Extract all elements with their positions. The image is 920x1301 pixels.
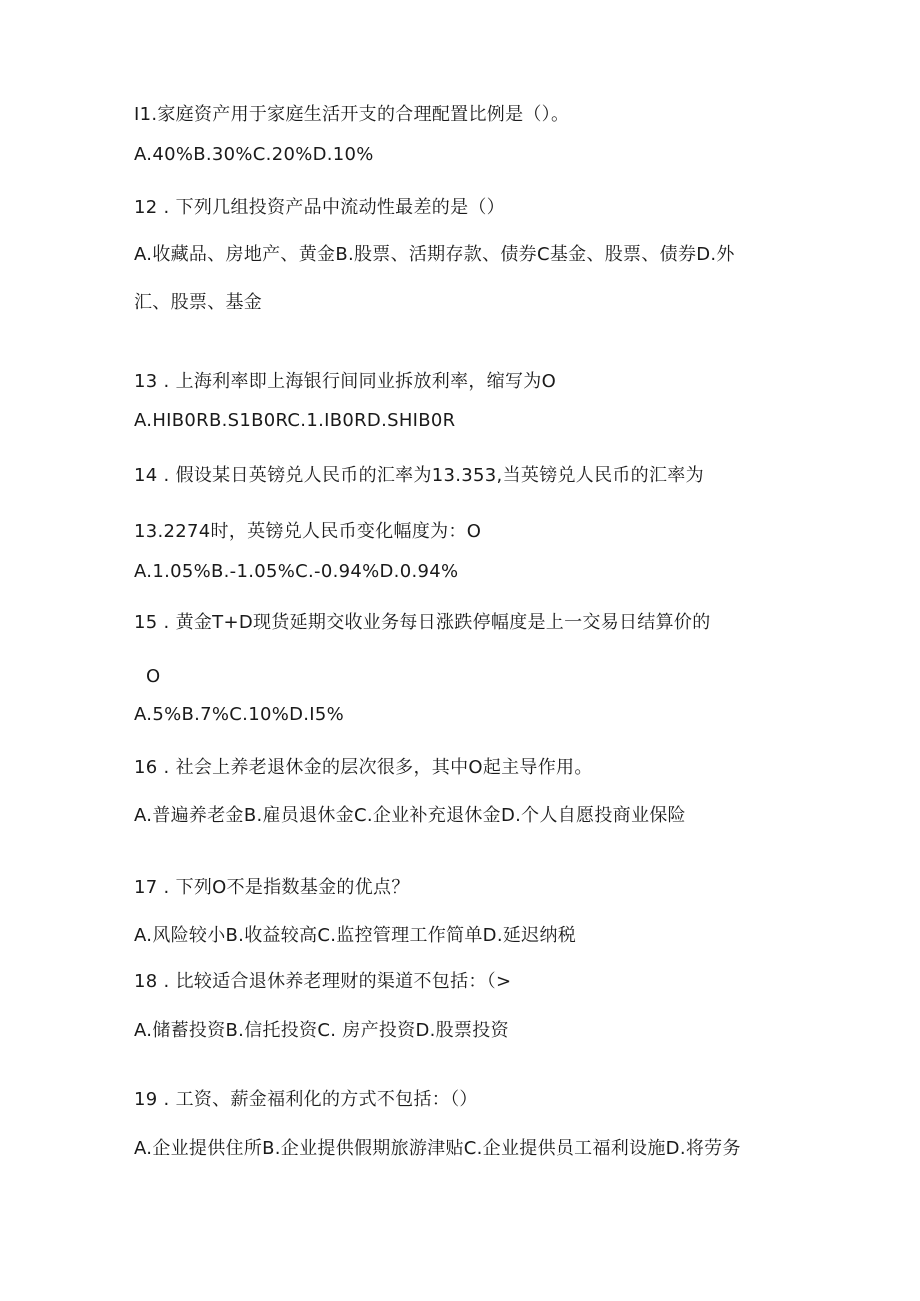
question-17-text: 17 . 下列O不是指数基金的优点？ — [134, 877, 410, 898]
question-14-options: A.1.05%B.-1.05%C.-0.94%D.0.94% — [134, 561, 459, 582]
question-13-options: A.HIB0RB.S1B0RC.1.IB0RD.SHIB0R — [134, 410, 456, 431]
question-16-options: A.普遍养老金B.雇员退休金C.企业补充退休金D.个人自愿投商业保险 — [134, 805, 686, 826]
question-11-text: I1.家庭资产用于家庭生活开支的合理配置比例是（）。 — [134, 104, 570, 125]
question-17-options: A.风险较小B.收益较高C.监控管理工作简单D.延迟纳税 — [134, 925, 577, 946]
question-19-options: A.企业提供住所B.企业提供假期旅游津贴C.企业提供员工福利设施D.将劳务 — [134, 1138, 741, 1159]
question-12-options: A.收藏品、房地产、黄金B.股票、活期存款、债券C基金、股票、债券D.外 — [134, 244, 735, 265]
question-18-text: 18 . 比较适合退休养老理财的渠道不包括：（> — [134, 971, 512, 992]
question-15-text: 15 . 黄金T+D现货延期交收业务每日涨跌停幅度是上一交易日结算价的 — [134, 612, 711, 633]
question-14-text: 14 . 假设某日英镑兑人民币的汇率为13.353,当英镑兑人民币的汇率为 — [134, 465, 704, 486]
question-18-options: A.储蓄投资B.信托投资C. 房产投资D.股票投资 — [134, 1020, 509, 1041]
question-13-text: 13 . 上海利率即上海银行间同业拆放利率，缩写为O — [134, 371, 557, 392]
question-15-options: A.5%B.7%C.10%D.I5% — [134, 704, 345, 725]
question-19-text: 19 . 工资、薪金福利化的方式不包括：（） — [134, 1089, 478, 1110]
question-15-text-continued: O — [146, 666, 161, 687]
question-11-options: A.40%B.30%C.20%D.10% — [134, 144, 374, 165]
question-16-text: 16 . 社会上养老退休金的层次很多，其中O起主导作用。 — [134, 757, 593, 778]
question-14-text-continued: 13.2274时，英镑兑人民币变化幅度为：O — [134, 521, 482, 542]
question-12-text: 12 . 下列几组投资产品中流动性最差的是（） — [134, 197, 505, 218]
question-12-options-continued: 汇、股票、基金 — [134, 292, 263, 313]
